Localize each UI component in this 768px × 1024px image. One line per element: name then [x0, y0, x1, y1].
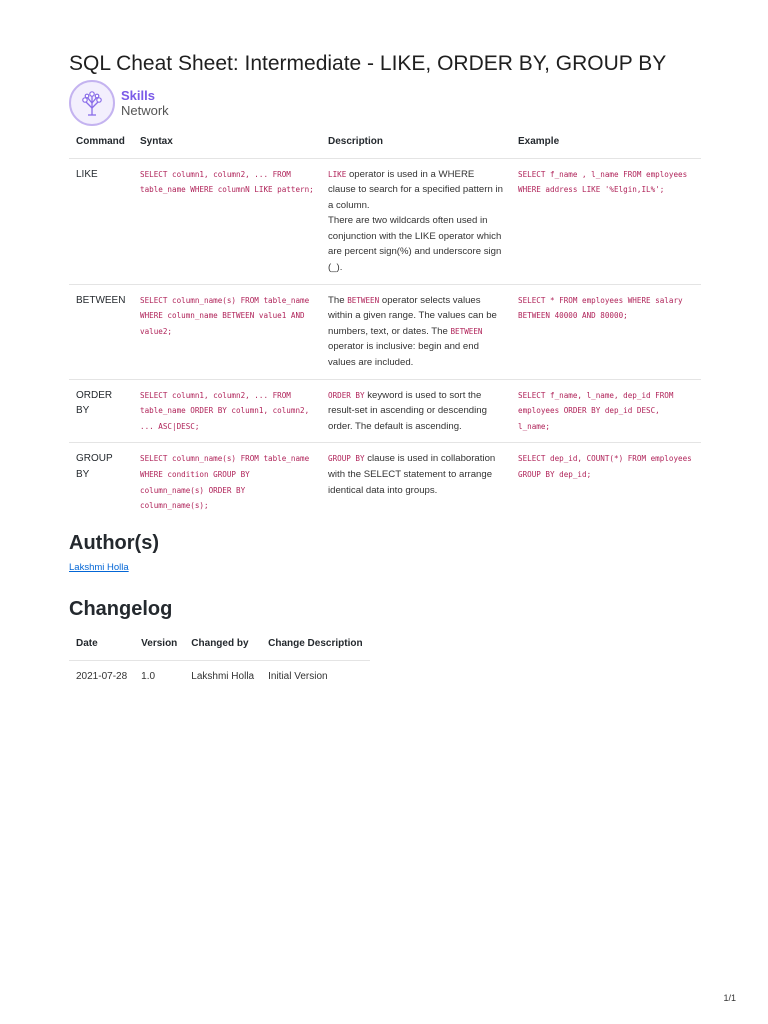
syntax-cell: SELECT column1, column2, ... FROM table_name ORDER BY column1, column2, ... ASC|DESC;: [133, 379, 321, 443]
changed-by-cell: Lakshmi Holla: [191, 670, 255, 682]
command-cell: BETWEEN: [69, 284, 133, 379]
table-row: [69, 284, 701, 379]
skills-network-tree-icon: [69, 80, 115, 126]
version-cell: 1.0: [141, 670, 156, 682]
header-example: Example: [511, 126, 701, 158]
description-keyword: ORDER BY: [328, 390, 365, 400]
table-row: [69, 660, 370, 692]
description-keyword: BETWEEN: [450, 326, 483, 336]
header-command: Command: [69, 126, 133, 158]
description-cell: [321, 284, 511, 379]
table-row: [69, 158, 701, 284]
description-text: clause is used in collaboration with the SELECT statement to arrange identical data into groups.: [328, 453, 496, 496]
description-keyword: BETWEEN: [347, 295, 380, 305]
page-title: SQL Cheat Sheet: Intermediate - LIKE, ORDER BY, GROUP BY: [69, 52, 667, 75]
command-cell: GROUP BY: [76, 453, 113, 480]
logo-line2: Network: [121, 103, 169, 118]
example-cell: SELECT * FROM employees WHERE salary BETWEEN 40000 AND 80000;: [511, 284, 701, 379]
logo-line1: Skills: [121, 88, 155, 103]
command-cell: LIKE: [69, 158, 133, 284]
changelog-table: [69, 628, 370, 692]
description-text: operator is used in a WHERE clause to search for a specified pattern in a column.: [328, 168, 503, 211]
changelog-header-row: [69, 628, 370, 660]
change-description-cell: Initial Version: [268, 670, 328, 682]
author-link[interactable]: Lakshmi Holla: [69, 562, 129, 573]
example-cell: SELECT dep_id, COUNT(*) FROM employees GROUP BY dep_id;: [518, 454, 692, 479]
header-changed-by: Changed by: [184, 628, 261, 660]
header-change-description: Change Description: [261, 628, 369, 660]
page-number: 1/1: [723, 993, 736, 1003]
description-keyword: LIKE: [328, 169, 347, 179]
skills-network-logo: [69, 78, 195, 128]
date-cell: 2021-07-28: [76, 670, 128, 682]
header-version: Version: [134, 628, 184, 660]
authors-heading: Author(s): [69, 532, 159, 554]
example-cell: SELECT f_name, l_name, dep_id FROM employees ORDER BY dep_id DESC, l_name;: [511, 379, 701, 443]
syntax-cell: SELECT column_name(s) FROM table_name WHERE condition GROUP BY column_name(s) ORDER BY column_name(s);: [140, 454, 310, 511]
sql-cheat-table: [69, 126, 701, 522]
description-text: There are two wildcards often used in conjunction with the LIKE operator which are percent sign(%) and underscore sign (_).: [328, 215, 502, 274]
header-description: Description: [321, 126, 511, 158]
command-cell: ORDER BY: [69, 379, 133, 443]
syntax-cell: SELECT column_name(s) FROM table_name WHERE column_name BETWEEN value1 AND value2;: [133, 284, 321, 379]
header-syntax: Syntax: [133, 126, 321, 158]
description-cell: [321, 379, 511, 443]
description-cell: [321, 443, 511, 522]
description-text: keyword is used to sort the result-set in ascending or descending order. The default is ascending.: [328, 389, 487, 432]
header-date: Date: [69, 628, 134, 660]
syntax-cell: SELECT column1, column2, ... FROM table_name WHERE columnN LIKE pattern;: [133, 158, 321, 284]
description-keyword: GROUP BY: [328, 454, 365, 464]
changelog-heading: Changelog: [69, 598, 173, 620]
description-text: operator is inclusive: begin and end values are included.: [328, 341, 479, 369]
example-cell: SELECT f_name , l_name FROM employees WHERE address LIKE '%Elgin,IL%';: [511, 158, 701, 284]
table-row: [69, 379, 701, 443]
table-header-row: [69, 126, 701, 158]
description-cell: [321, 158, 511, 284]
description-text: operator selects values within a given range. The values can be numbers, text, or dates. The: [328, 294, 497, 337]
description-text: The: [328, 294, 348, 306]
table-row: [69, 443, 701, 522]
